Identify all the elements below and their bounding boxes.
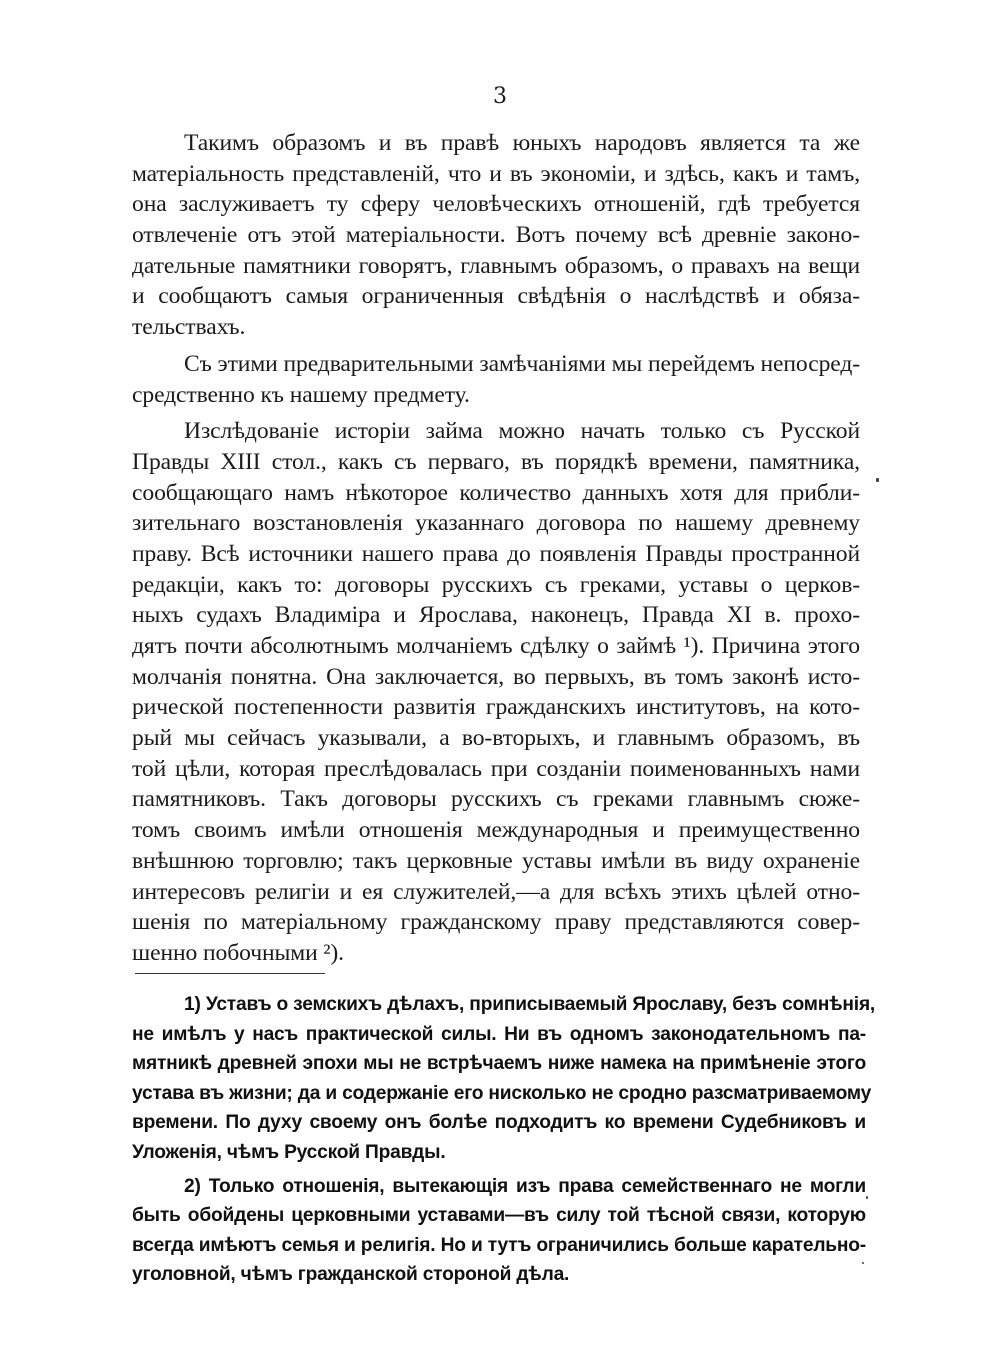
text-line: редакціи, какъ то: договоры русскихъ съ греками, уставы о церков- [132,571,860,598]
text-line: дятъ почти абсолютнымъ молчаніемъ сдѣлку о займѣ ¹). Причина этого [132,633,860,659]
text-line: шенія по матеріальному гражданскому праву представляются совер- [132,909,860,936]
text-line: сообщающаго намъ нѣкоторое количество данныхъ хотя для прибли- [132,479,860,506]
text-line: Правды XIII стол., какъ съ перваго, въ порядкѣ времени, памятника, [132,448,860,475]
footnote-1-line: мятникѣ древней эпохи мы не встрѣчаемъ ниже намека на примѣненіе этого [132,1053,866,1075]
footnote-1-line: не имѣлъ у насъ практической силы. Ни въ одномъ законодательномъ па- [132,1023,866,1045]
text-line: средственно къ нашему предмету. [132,381,470,408]
text-line: тельствахъ. [132,314,246,341]
text-line: она заслуживаетъ ту сферу человѣческихъ отношеній, гдѣ требуется [132,191,860,218]
scan-speck [862,1262,864,1264]
text-line: молчанія понятна. Она заключается, во первыхъ, въ томъ законѣ исто- [132,663,860,690]
text-line: той цѣли, которая преслѣдовалась при созданіи поименованныхъ нами [132,755,860,782]
scan-speck [876,478,879,482]
text-line: праву. Всѣ источники нашего права до появленія Правды пространной [132,540,860,567]
text-line: Изслѣдованіе исторіи займа можно начать только съ Русской [184,418,860,445]
text-line: внѣшнюю торговлю; такъ церковные уставы имѣли въ виду охраненіе [132,847,860,874]
text-line: отвлеченіе отъ этой матеріальности. Вотъ почему всѣ древніе законо- [132,222,860,249]
footnote-2-line: уголовной, чѣмъ гражданской стороной дѣла. [132,1264,570,1286]
text-line: Такимъ образомъ и въ правѣ юныхъ народовъ является та же [184,130,860,156]
text-line: интересовъ религіи и ея служителей,—а для всѣхъ этихъ цѣлей отно- [132,878,860,905]
text-line: шенно побочными ²). [132,939,344,966]
text-line: рической постепенности развитія гражданскихъ институтовъ, на кото- [132,694,860,721]
scan-speck [866,1196,868,1199]
footnote-2-line: всегда имѣютъ семья и религія. Но и тутъ ограничились больше карательно- [132,1234,866,1256]
text-line: томъ своимъ имѣли отношенія международныя и преимущественно [132,817,860,844]
text-line: зительнаго возстановленія указаннаго договора по нашему древнему [132,510,860,537]
footnote-marker: 2) [184,1175,201,1197]
text-line: матеріальность представленій, что и въ экономіи, и здѣсь, какъ и тамъ, [132,160,860,187]
text-line: памятниковъ. Такъ договоры русскихъ съ греками главнымъ сюже- [132,786,860,813]
footnote-1-line: устава въ жизни; да и содержаніе его нисколько не сродно разсматриваемому [132,1082,872,1104]
footnotes [132,990,876,1290]
text-line: дательные памятники говорятъ, главнымъ образомъ, о правахъ на вещи [132,252,860,279]
footnote-2-line: 2) Только отношенія, вытекающія изъ права семейственнаго не могли [184,1175,866,1197]
text-line: ныхъ судахъ Владиміра и Ярослава, наконецъ, Правда XI в. прохо- [132,602,860,629]
text-line: Съ этими предварительными замѣчаніями мы перейдемъ непосред- [184,350,860,377]
page-number: 3 [493,84,507,109]
footnote-1-line: Уложенія, чѣмъ Русской Правды. [132,1141,446,1163]
text-line: и сообщаютъ самыя ограниченныя свѣдѣнія о наслѣдствѣ и обяза- [132,283,860,310]
footnote-1-line: времени. По духу своему онъ болѣе подходитъ ко времени Судебниковъ и [132,1112,866,1134]
text-line: рый мы сейчасъ указывали, а во-вторыхъ, и главнымъ образомъ, въ [132,725,860,752]
body-text [132,128,860,969]
footnote-1-line: 1) Уставъ о земскихъ дѣлахъ, приписываемый Ярославу, безъ сомнѣнія, [184,994,876,1015]
footnote-2-line: быть обойдены церковными уставами—въ силу той тѣсной связи, которую [132,1205,866,1227]
footnote-marker: 1) [184,994,201,1015]
footnote-divider [135,973,325,974]
